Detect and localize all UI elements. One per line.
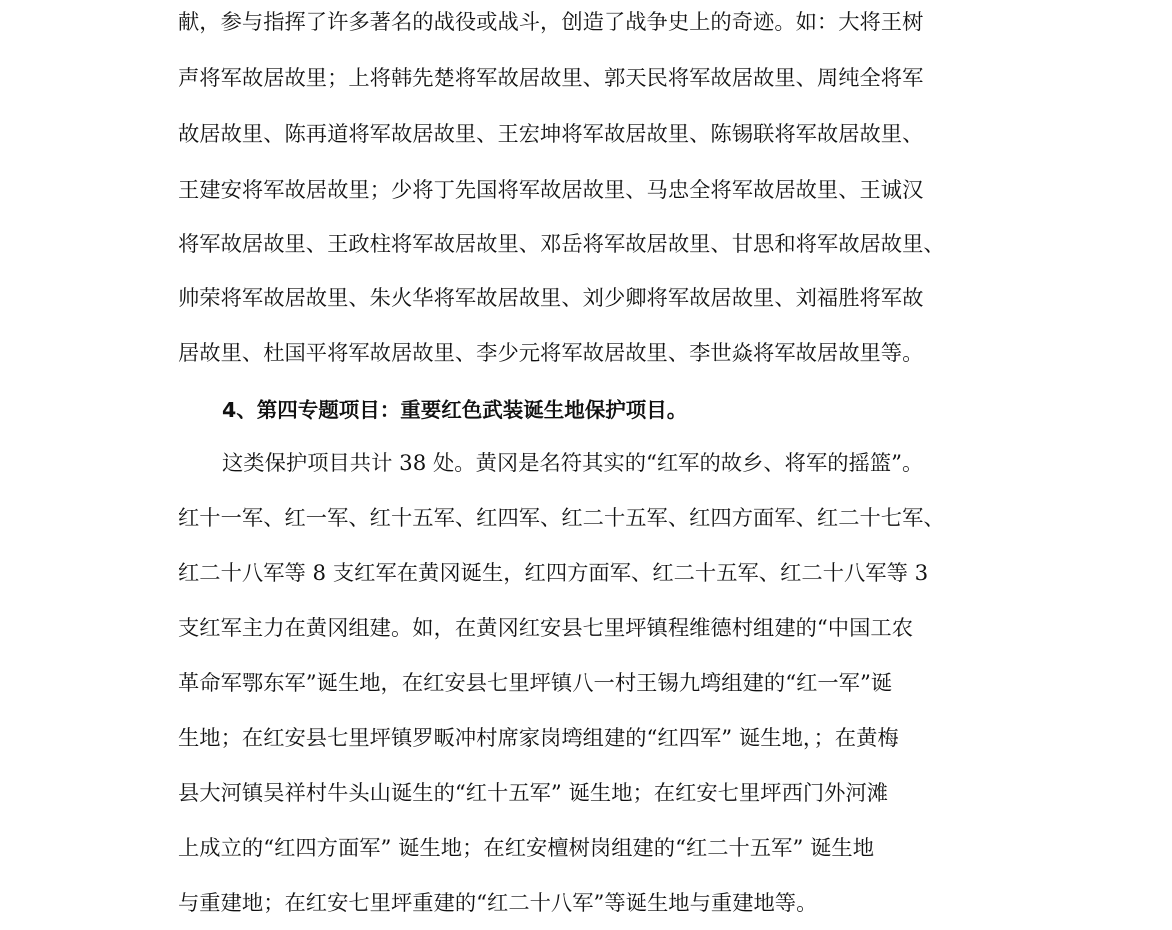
- text-line: 将军故居故里、王政柱将军故居故里、邓岳将军故居故里、甘思和将军故居故里、: [178, 232, 945, 257]
- text-line: 声将军故居故里；上将韩先楚将军故居故里、郭天民将军故居故里、周纯全将军: [178, 66, 924, 91]
- text-line: 与重建地；在红安七里坪重建的“红二十八军”等诞生地与重建地等。: [178, 891, 818, 916]
- text-line: 红十一军、红一军、红十五军、红四军、红二十五军、红四方面军、红二十七军、: [178, 506, 945, 531]
- text-line: 支红军主力在黄冈组建。如，在黄冈红安县七里坪镇程维德村组建的“中国工农: [178, 616, 913, 641]
- text-line: 县大河镇吴祥村牛头山诞生的“红十五军” 诞生地；在红安七里坪西门外河滩: [178, 781, 889, 806]
- section-heading: 4、第四专题项目：重要红色武装诞生地保护项目。: [222, 398, 688, 422]
- paragraph-first-line: 这类保护项目共计 38 处。黄冈是名符其实的“红军的故乡、将军的摇篮”。: [222, 451, 924, 476]
- text-line: 革命军鄂东军”诞生地，在红安县七里坪镇八一村王锡九塆组建的“红一军”诞: [178, 671, 893, 696]
- text-line: 帅荣将军故居故里、朱火华将军故居故里、刘少卿将军故居故里、刘福胜将军故: [178, 286, 924, 311]
- text-line: 故居故里、陈再道将军故居故里、王宏坤将军故居故里、陈锡联将军故居故里、: [178, 122, 924, 147]
- text-line: 生地；在红安县七里坪镇罗畈冲村席家岗塆组建的“红四军” 诞生地，；在黄梅: [178, 726, 899, 751]
- text-line: 献，参与指挥了许多著名的战役或战斗，创造了战争史上的奇迹。如：大将王树: [178, 10, 924, 35]
- text-line: 王建安将军故居故里；少将丁先国将军故居故里、马忠全将军故居故里、王诚汉: [178, 178, 924, 203]
- text-line: 上成立的“红四方面军” 诞生地；在红安檀树岗组建的“红二十五军” 诞生地: [178, 836, 874, 861]
- text-line: 红二十八军等 8 支红军在黄冈诞生，红四方面军、红二十五军、红二十八军等 3: [178, 561, 929, 586]
- text-line: 居故里、杜国平将军故居故里、李少元将军故居故里、李世焱将军故居故里等。: [178, 341, 924, 366]
